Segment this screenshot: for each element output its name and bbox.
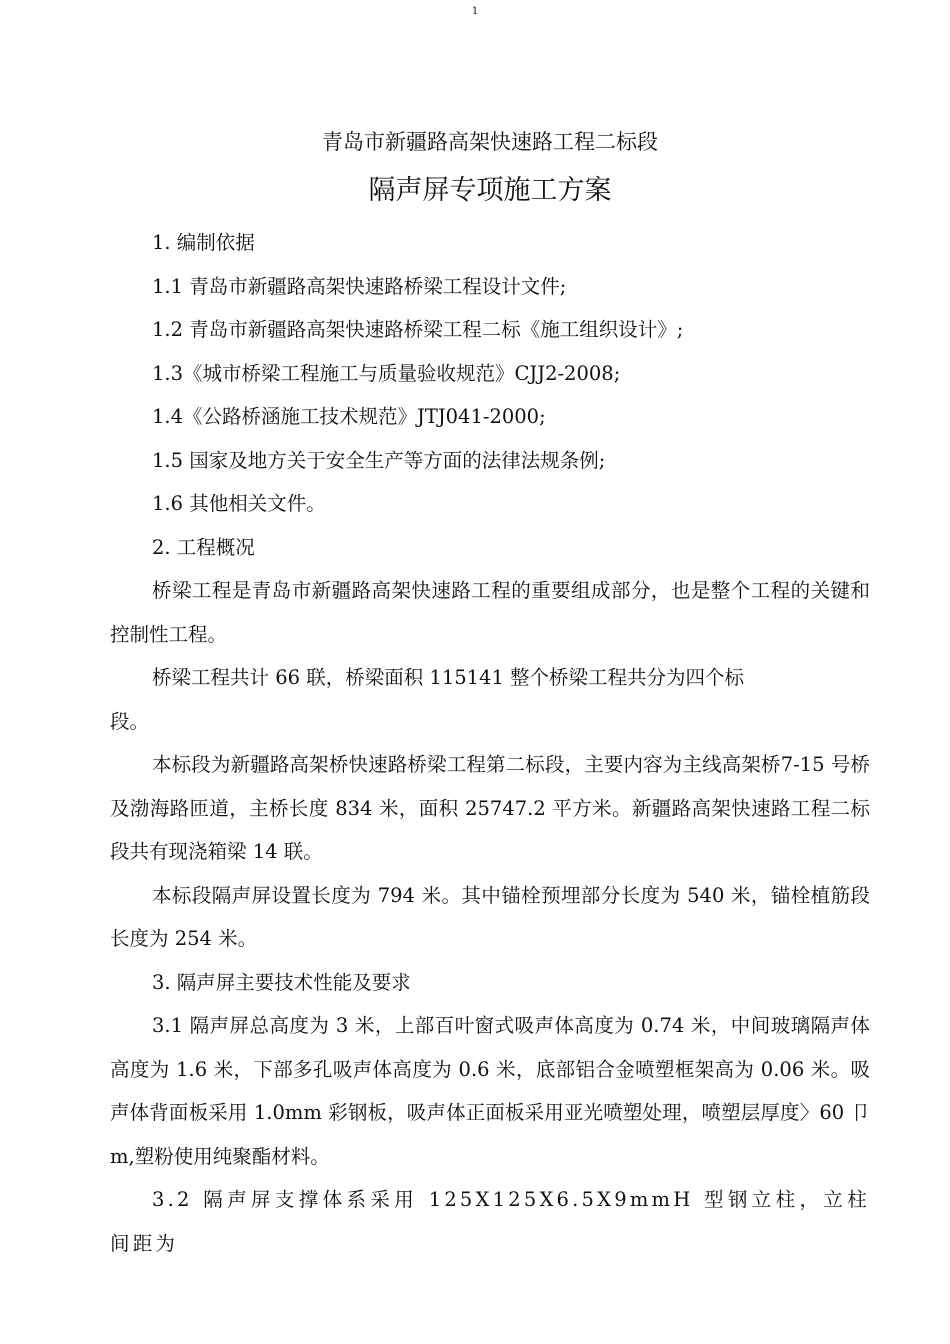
paragraph: 桥梁工程是青岛市新疆路高架快速路工程的重要组成部分，也是整个工程的关键和控制性工程。 xyxy=(110,579,870,646)
paragraph: 1.6 其他相关文件。 xyxy=(152,492,326,515)
paragraph: 1.5 国家及地方关于安全生产等方面的法律法规条例; xyxy=(152,448,606,472)
document-body xyxy=(110,221,870,1265)
section-heading: 2. 工程概况 xyxy=(152,535,255,559)
paragraph: 本标段为新疆路高架桥快速路桥梁工程第二标段，主要内容为主线高架桥7-15 号桥及渤海路匝道，主桥长度 834 米，面积 25747.2 平方米。新疆路高架快速路工程二标段共有现浇箱梁 14 联。 xyxy=(110,753,870,863)
paragraph: 1.1 青岛市新疆路高架快速路桥梁工程设计文件; xyxy=(152,274,567,298)
section-heading: 3. 隔声屏主要技术性能及要求 xyxy=(152,970,411,994)
paragraph: 1. 编制依据 xyxy=(152,231,255,254)
paragraph: 1.2 青岛市新疆路高架快速路桥梁工程二标《施工组织设计》; xyxy=(152,318,684,341)
paragraph-line: 段。 xyxy=(110,709,150,733)
paragraph: 1.4《公路桥涵施工技术规范》JTJ041-2000; xyxy=(152,405,546,428)
paragraph: 3.1 隔声屏总高度为 3 米，上部百叶窗式吸声体高度为 0.74 米，中间玻璃隔声体高度为 1.6 米，下部多孔吸声体高度为 0.6 米，底部铝合金喷塑框架高为 0.06 米。吸声体背面板采用 1.0mm 彩钢板，吸声体正面板采用亚光喷塑处理，喷塑层厚度〉60 卩m,塑粉使用纯聚酯材料。 xyxy=(110,1014,870,1168)
document-title: 隔声屏专项施工方案 xyxy=(368,175,612,206)
page-number: 1 xyxy=(471,6,479,17)
paragraph-split xyxy=(110,656,870,743)
paragraph: 3.2 隔声屏支撑体系采用 125X125X6.5X9mmH 型钢立柱，立柱间距为 xyxy=(110,1188,870,1255)
document-subtitle: 青岛市新疆路高架快速路工程二标段 xyxy=(322,130,658,154)
paragraph: 本标段隔声屏设置长度为 794 米。其中锚栓预埋部分长度为 540 米，锚栓植筋段长度为 254 米。 xyxy=(110,883,870,950)
paragraph-line: 桥梁工程共计 66 联，桥梁面积 115141 整个桥梁工程共分为四个标 xyxy=(152,666,745,689)
paragraph: 1.3《城市桥梁工程施工与质量验收规范》CJJ2-2008; xyxy=(152,361,621,385)
